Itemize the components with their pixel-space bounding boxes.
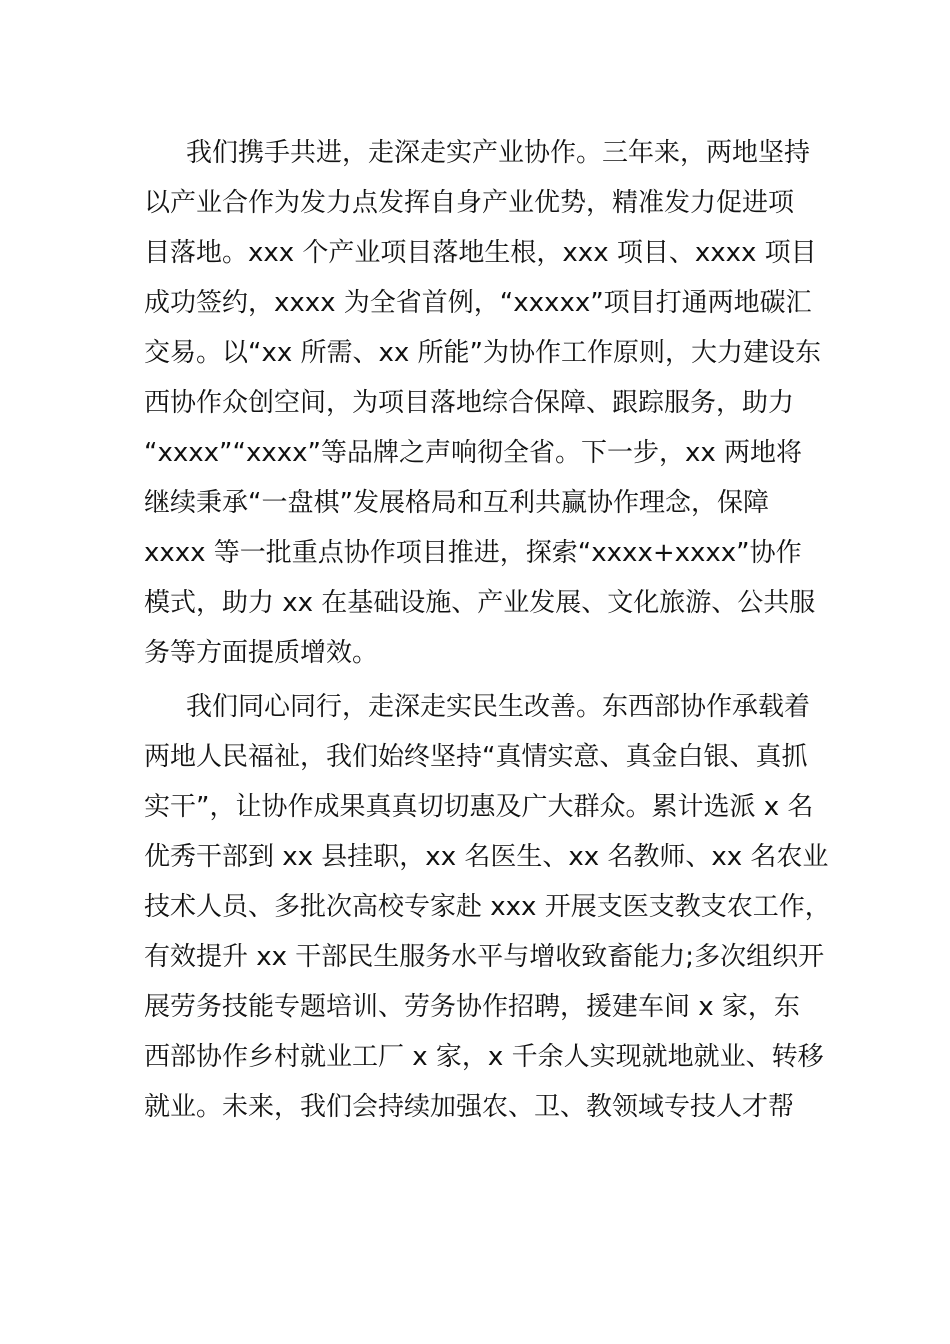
text-line: “xxxx”“xxxx”等品牌之声响彻全省。下一步，xx 两地将	[144, 438, 803, 468]
text-line: 展劳务技能专题培训、劳务协作招聘，援建车间 x 家，东	[144, 992, 800, 1022]
text-line: 技术人员、多批次高校专家赴 xxx 开展支医支教支农工作，	[144, 892, 831, 922]
text-line: 两地人民福祉，我们始终坚持“真情实意、真金白银、真抓	[144, 742, 808, 772]
text-line: 我们携手共进，走深走实产业协作。三年来，两地坚持	[186, 138, 811, 168]
text-line: 就业。未来，我们会持续加强农、卫、教领域专技人才帮	[144, 1092, 795, 1122]
text-line: 西部协作乡村就业工厂 x 家，x 千余人实现就地就业、转移	[144, 1042, 824, 1072]
text-line: 优秀干部到 xx 县挂职，xx 名医生、xx 名教师、xx 名农业	[144, 842, 829, 872]
text-line: 有效提升 xx 干部民生服务水平与增收致畜能力;多次组织开	[144, 942, 825, 972]
text-line: 模式，助力 xx 在基础设施、产业发展、文化旅游、公共服	[144, 588, 816, 618]
text-line: 以产业合作为发力点发挥自身产业优势，精准发力促进项	[144, 188, 795, 218]
text-line: 交易。以“xx 所需、xx 所能”为协作工作原则，大力建设东	[144, 338, 822, 368]
text-line: 西协作众创空间，为项目落地综合保障、跟踪服务，助力	[144, 388, 795, 418]
text-line: 成功签约，xxxx 为全省首例，“xxxxx”项目打通两地碳汇	[144, 288, 812, 318]
document-body	[144, 128, 831, 1132]
text-line: 我们同心同行，走深走实民生改善。东西部协作承载着	[186, 692, 811, 722]
paragraph-industry-cooperation	[144, 128, 822, 678]
paragraph-livelihood-improvement	[144, 682, 831, 1132]
text-line: 务等方面提质增效。	[144, 638, 379, 668]
text-line: xxxx 等一批重点协作项目推进，探索“xxxx+xxxx”协作	[144, 538, 802, 568]
text-line: 实干”，让协作成果真真切切惠及广大群众。累计选派 x 名	[144, 792, 814, 822]
text-line: 继续秉承“一盘棋”发展格局和互利共赢协作理念，保障	[144, 488, 769, 518]
text-line: 目落地。xxx 个产业项目落地生根，xxx 项目、xxxx 项目	[144, 238, 817, 268]
